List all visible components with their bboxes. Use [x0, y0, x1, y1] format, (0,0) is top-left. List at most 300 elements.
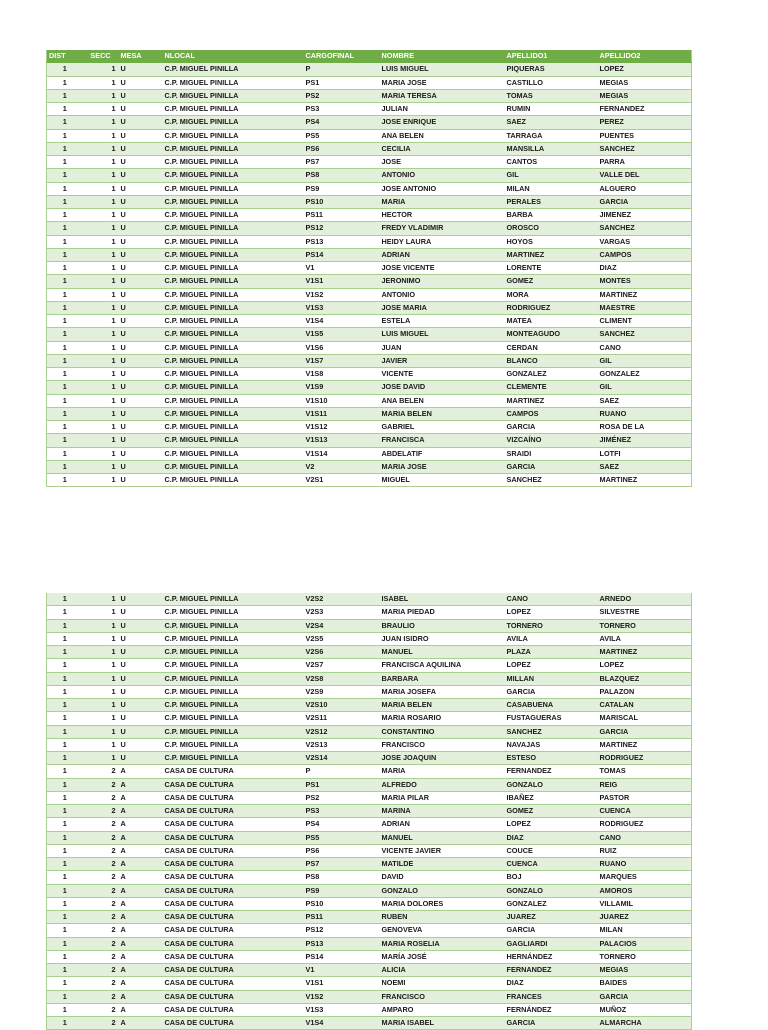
dist-cell: 1 [47, 685, 83, 698]
nombre-cell: ALFREDO [380, 778, 505, 791]
nlocal-cell: C.P. MIGUEL PINILLA [163, 447, 304, 460]
dist-cell: 1 [47, 964, 83, 977]
nlocal-cell: C.P. MIGUEL PINILLA [163, 76, 304, 89]
nlocal-cell: C.P. MIGUEL PINILLA [163, 672, 304, 685]
dist-cell: 1 [47, 288, 83, 301]
apellido1-cell: DIAZ [505, 831, 598, 844]
nombre-cell: JOSE [380, 156, 505, 169]
apellido1-cell: GOMEZ [505, 805, 598, 818]
mesa-cell: A [119, 765, 163, 778]
dist-cell: 1 [47, 738, 83, 751]
apellido2-cell: SAEZ [598, 394, 692, 407]
table-row [47, 1003, 692, 1016]
dist-cell: 1 [47, 858, 83, 871]
mesa-cell: A [119, 831, 163, 844]
mesa-cell: A [119, 858, 163, 871]
apellido1-cell: PLAZA [505, 646, 598, 659]
dist-cell: 1 [47, 63, 83, 76]
table-row [47, 248, 692, 261]
dist-cell: 1 [47, 937, 83, 950]
nlocal-cell: CASA DE CULTURA [163, 871, 304, 884]
dist-cell: 1 [47, 248, 83, 261]
apellido1-cell: SANCHEZ [505, 474, 598, 487]
table-row [47, 632, 692, 645]
secc-cell: 1 [83, 606, 119, 619]
cargo-cell: V1 [304, 964, 380, 977]
secc-cell: 1 [83, 275, 119, 288]
nlocal-cell: CASA DE CULTURA [163, 765, 304, 778]
cargo-cell: PS11 [304, 911, 380, 924]
apellido1-cell: TARRAGA [505, 129, 598, 142]
dist-cell: 1 [47, 911, 83, 924]
nlocal-cell: C.P. MIGUEL PINILLA [163, 474, 304, 487]
nombre-cell: JOSE DAVID [380, 381, 505, 394]
cargo-cell: PS2 [304, 791, 380, 804]
cargo-cell: PS12 [304, 222, 380, 235]
nlocal-cell: C.P. MIGUEL PINILLA [163, 103, 304, 116]
mesa-cell: A [119, 937, 163, 950]
cargo-cell: V2S7 [304, 659, 380, 672]
cargo-cell: V1S7 [304, 354, 380, 367]
cargo-cell: V1S12 [304, 421, 380, 434]
mesa-cell: A [119, 1017, 163, 1030]
mesa-cell: U [119, 659, 163, 672]
dist-cell: 1 [47, 275, 83, 288]
apellido2-cell: GIL [598, 354, 692, 367]
secc-cell: 1 [83, 209, 119, 222]
secc-cell: 1 [83, 712, 119, 725]
apellido2-cell: MARTINEZ [598, 738, 692, 751]
apellido1-cell: GAGLIARDI [505, 937, 598, 950]
apellido1-cell: COUCE [505, 844, 598, 857]
apellido1-cell: HERNÁNDEZ [505, 950, 598, 963]
nlocal-cell: C.P. MIGUEL PINILLA [163, 142, 304, 155]
dist-cell: 1 [47, 725, 83, 738]
apellido2-cell: CAMPOS [598, 248, 692, 261]
apellido2-cell: SANCHEZ [598, 222, 692, 235]
nlocal-cell: C.P. MIGUEL PINILLA [163, 341, 304, 354]
nombre-cell: MARIA JOSE [380, 460, 505, 473]
apellido2-cell: PASTOR [598, 791, 692, 804]
dist-cell: 1 [47, 1017, 83, 1030]
mesa-cell: U [119, 460, 163, 473]
apellido2-cell: MARTINEZ [598, 288, 692, 301]
table-row [47, 222, 692, 235]
table-row [47, 182, 692, 195]
apellido1-cell: MARTINEZ [505, 394, 598, 407]
apellido1-cell: GARCIA [505, 685, 598, 698]
apellido1-cell: JUAREZ [505, 911, 598, 924]
secc-cell: 1 [83, 460, 119, 473]
table-row [47, 156, 692, 169]
nlocal-cell: C.P. MIGUEL PINILLA [163, 182, 304, 195]
mesa-cell: U [119, 156, 163, 169]
cargo-cell: PS13 [304, 235, 380, 248]
secc-cell: 2 [83, 990, 119, 1003]
apellido2-cell: MARTINEZ [598, 646, 692, 659]
apellido1-cell: RUMIN [505, 103, 598, 116]
secc-cell: 2 [83, 1003, 119, 1016]
cargo-cell: V1S4 [304, 1017, 380, 1030]
nombre-cell: ADRIAN [380, 248, 505, 261]
apellido2-cell: TORNERO [598, 950, 692, 963]
results-table-2 [46, 593, 692, 1030]
nombre-cell: ANA BELEN [380, 129, 505, 142]
secc-cell: 1 [83, 632, 119, 645]
cargo-cell: V1S3 [304, 1003, 380, 1016]
mesa-cell: U [119, 752, 163, 765]
apellido1-cell: GONZALEZ [505, 368, 598, 381]
apellido1-cell: GONZALO [505, 778, 598, 791]
table-row [47, 275, 692, 288]
cargo-cell: V1S13 [304, 434, 380, 447]
dist-cell: 1 [47, 924, 83, 937]
cargo-cell: V2 [304, 460, 380, 473]
cargo-cell: V1S3 [304, 301, 380, 314]
dist-cell: 1 [47, 646, 83, 659]
dist-cell: 1 [47, 368, 83, 381]
apellido2-cell: SANCHEZ [598, 142, 692, 155]
table-row [47, 765, 692, 778]
table-body [47, 593, 692, 1030]
apellido2-cell: CATALAN [598, 699, 692, 712]
nlocal-cell: C.P. MIGUEL PINILLA [163, 301, 304, 314]
secc-cell: 2 [83, 844, 119, 857]
dist-cell: 1 [47, 434, 83, 447]
nlocal-cell: CASA DE CULTURA [163, 791, 304, 804]
apellido2-cell: REIG [598, 778, 692, 791]
nombre-cell: JOSE MARIA [380, 301, 505, 314]
nombre-cell: HECTOR [380, 209, 505, 222]
apellido1-cell: MARTINEZ [505, 248, 598, 261]
table-row [47, 341, 692, 354]
nombre-cell: DAVID [380, 871, 505, 884]
secc-cell: 2 [83, 897, 119, 910]
apellido2-cell: CUENCA [598, 805, 692, 818]
secc-cell: 2 [83, 911, 119, 924]
secc-cell: 1 [83, 169, 119, 182]
dist-cell: 1 [47, 990, 83, 1003]
nombre-cell: MATILDE [380, 858, 505, 871]
table-row [47, 844, 692, 857]
mesa-cell: U [119, 712, 163, 725]
secc-cell: 2 [83, 778, 119, 791]
apellido2-cell: ALGUERO [598, 182, 692, 195]
nlocal-cell: C.P. MIGUEL PINILLA [163, 116, 304, 129]
dist-cell: 1 [47, 818, 83, 831]
mesa-cell: U [119, 447, 163, 460]
apellido2-cell: JIMENEZ [598, 209, 692, 222]
mesa-cell: A [119, 791, 163, 804]
mesa-cell: U [119, 142, 163, 155]
apellido1-cell: TORNERO [505, 619, 598, 632]
apellido2-cell: AVILA [598, 632, 692, 645]
dist-cell: 1 [47, 474, 83, 487]
nombre-cell: JOSE JOAQUIN [380, 752, 505, 765]
dist-cell: 1 [47, 76, 83, 89]
dist-cell: 1 [47, 235, 83, 248]
cargo-cell: PS7 [304, 858, 380, 871]
apellido1-cell: AVILA [505, 632, 598, 645]
nombre-cell: NOEMI [380, 977, 505, 990]
apellido1-cell: FUSTAGUERAS [505, 712, 598, 725]
cargo-cell: V1S4 [304, 315, 380, 328]
apellido1-cell: CANTOS [505, 156, 598, 169]
table-row [47, 447, 692, 460]
apellido2-cell: MEGIAS [598, 89, 692, 102]
column-header: APELLIDO1 [505, 50, 598, 63]
cargo-cell: PS8 [304, 169, 380, 182]
dist-cell: 1 [47, 659, 83, 672]
nlocal-cell: C.P. MIGUEL PINILLA [163, 738, 304, 751]
mesa-cell: A [119, 990, 163, 1003]
secc-cell: 1 [83, 394, 119, 407]
secc-cell: 1 [83, 328, 119, 341]
apellido1-cell: LOPEZ [505, 818, 598, 831]
dist-cell: 1 [47, 394, 83, 407]
apellido1-cell: CASABUENA [505, 699, 598, 712]
dist-cell: 1 [47, 791, 83, 804]
secc-cell: 2 [83, 964, 119, 977]
dist-cell: 1 [47, 407, 83, 420]
dist-cell: 1 [47, 89, 83, 102]
dist-cell: 1 [47, 844, 83, 857]
secc-cell: 1 [83, 156, 119, 169]
apellido1-cell: BARBA [505, 209, 598, 222]
column-header: APELLIDO2 [598, 50, 692, 63]
nlocal-cell: C.P. MIGUEL PINILLA [163, 156, 304, 169]
mesa-cell: A [119, 911, 163, 924]
table-row [47, 116, 692, 129]
nombre-cell: JOSE ANTONIO [380, 182, 505, 195]
apellido1-cell: MILAN [505, 182, 598, 195]
apellido2-cell: MONTES [598, 275, 692, 288]
apellido2-cell: DIAZ [598, 262, 692, 275]
nombre-cell: ISABEL [380, 593, 505, 606]
apellido2-cell: JIMÉNEZ [598, 434, 692, 447]
dist-cell: 1 [47, 606, 83, 619]
cargo-cell: PS7 [304, 156, 380, 169]
mesa-cell: U [119, 394, 163, 407]
dist-cell: 1 [47, 341, 83, 354]
mesa-cell: U [119, 275, 163, 288]
cargo-cell: PS1 [304, 778, 380, 791]
mesa-cell: A [119, 950, 163, 963]
dist-cell: 1 [47, 831, 83, 844]
cargo-cell: PS6 [304, 142, 380, 155]
nombre-cell: ANA BELEN [380, 394, 505, 407]
nombre-cell: FRANCISCA [380, 434, 505, 447]
nlocal-cell: C.P. MIGUEL PINILLA [163, 381, 304, 394]
secc-cell: 1 [83, 659, 119, 672]
nlocal-cell: C.P. MIGUEL PINILLA [163, 685, 304, 698]
cargo-cell: V2S2 [304, 593, 380, 606]
apellido1-cell: SAEZ [505, 116, 598, 129]
mesa-cell: U [119, 672, 163, 685]
cargo-cell: V2S5 [304, 632, 380, 645]
table-row [47, 805, 692, 818]
nlocal-cell: C.P. MIGUEL PINILLA [163, 209, 304, 222]
apellido1-cell: CAMPOS [505, 407, 598, 420]
mesa-cell: A [119, 818, 163, 831]
table-row [47, 858, 692, 871]
cargo-cell: PS2 [304, 89, 380, 102]
table-row [47, 725, 692, 738]
apellido2-cell: MARQUES [598, 871, 692, 884]
nlocal-cell: CASA DE CULTURA [163, 911, 304, 924]
cargo-cell: PS14 [304, 248, 380, 261]
mesa-cell: A [119, 1003, 163, 1016]
apellido1-cell: MILLAN [505, 672, 598, 685]
nombre-cell: FRANCISCO [380, 738, 505, 751]
apellido2-cell: RODRIGUEZ [598, 818, 692, 831]
nlocal-cell: C.P. MIGUEL PINILLA [163, 354, 304, 367]
cargo-cell: V1S1 [304, 977, 380, 990]
cargo-cell: V2S1 [304, 474, 380, 487]
nlocal-cell: CASA DE CULTURA [163, 844, 304, 857]
secc-cell: 1 [83, 89, 119, 102]
apellido2-cell: MAESTRE [598, 301, 692, 314]
nlocal-cell: C.P. MIGUEL PINILLA [163, 195, 304, 208]
apellido2-cell: PUENTES [598, 129, 692, 142]
dist-cell: 1 [47, 169, 83, 182]
nlocal-cell: CASA DE CULTURA [163, 937, 304, 950]
table-row [47, 818, 692, 831]
apellido2-cell: VALLE DEL [598, 169, 692, 182]
apellido2-cell: LOPEZ [598, 63, 692, 76]
secc-cell: 1 [83, 593, 119, 606]
apellido2-cell: BAIDES [598, 977, 692, 990]
apellido1-cell: BLANCO [505, 354, 598, 367]
nombre-cell: ESTELA [380, 315, 505, 328]
apellido1-cell: IBAÑEZ [505, 791, 598, 804]
cargo-cell: V2S3 [304, 606, 380, 619]
secc-cell: 1 [83, 699, 119, 712]
cargo-cell: PS12 [304, 924, 380, 937]
cargo-cell: V1S2 [304, 990, 380, 1003]
table-row [47, 831, 692, 844]
table-row [47, 421, 692, 434]
apellido1-cell: GIL [505, 169, 598, 182]
cargo-cell: V2S4 [304, 619, 380, 632]
nombre-cell: BARBARA [380, 672, 505, 685]
cargo-cell: V1S11 [304, 407, 380, 420]
nlocal-cell: C.P. MIGUEL PINILLA [163, 593, 304, 606]
secc-cell: 1 [83, 474, 119, 487]
nlocal-cell: CASA DE CULTURA [163, 884, 304, 897]
apellido1-cell: PERALES [505, 195, 598, 208]
secc-cell: 2 [83, 884, 119, 897]
dist-cell: 1 [47, 262, 83, 275]
cargo-cell: V2S8 [304, 672, 380, 685]
mesa-cell: U [119, 606, 163, 619]
cargo-cell: V1S2 [304, 288, 380, 301]
nombre-cell: MARIA JOSEFA [380, 685, 505, 698]
apellido2-cell: SAEZ [598, 460, 692, 473]
cargo-cell: PS5 [304, 831, 380, 844]
cargo-cell: V2S13 [304, 738, 380, 751]
table-row [47, 235, 692, 248]
nlocal-cell: CASA DE CULTURA [163, 990, 304, 1003]
column-header: DIST [47, 50, 83, 63]
table-row [47, 937, 692, 950]
table-row [47, 63, 692, 76]
nlocal-cell: C.P. MIGUEL PINILLA [163, 407, 304, 420]
nlocal-cell: C.P. MIGUEL PINILLA [163, 752, 304, 765]
apellido2-cell: GONZALEZ [598, 368, 692, 381]
cargo-cell: PS10 [304, 897, 380, 910]
dist-cell: 1 [47, 950, 83, 963]
nlocal-cell: CASA DE CULTURA [163, 977, 304, 990]
secc-cell: 2 [83, 977, 119, 990]
mesa-cell: U [119, 646, 163, 659]
nlocal-cell: C.P. MIGUEL PINILLA [163, 421, 304, 434]
nombre-cell: MIGUEL [380, 474, 505, 487]
nombre-cell: BRAULIO [380, 619, 505, 632]
table-row [47, 129, 692, 142]
apellido1-cell: FRANCES [505, 990, 598, 1003]
dist-cell: 1 [47, 778, 83, 791]
nombre-cell: MARIA PIEDAD [380, 606, 505, 619]
mesa-cell: U [119, 116, 163, 129]
mesa-cell: U [119, 222, 163, 235]
mesa-cell: A [119, 977, 163, 990]
dist-cell: 1 [47, 897, 83, 910]
table-row [47, 911, 692, 924]
apellido1-cell: GOMEZ [505, 275, 598, 288]
mesa-cell: A [119, 805, 163, 818]
apellido2-cell: MEGIAS [598, 76, 692, 89]
apellido1-cell: CASTILLO [505, 76, 598, 89]
nombre-cell: JERONIMO [380, 275, 505, 288]
apellido2-cell: SANCHEZ [598, 328, 692, 341]
apellido2-cell: GARCIA [598, 990, 692, 1003]
nombre-cell: JULIAN [380, 103, 505, 116]
nombre-cell: ANTONIO [380, 288, 505, 301]
nombre-cell: JOSE VICENTE [380, 262, 505, 275]
apellido2-cell: LOPEZ [598, 659, 692, 672]
nombre-cell: LUIS MIGUEL [380, 328, 505, 341]
apellido1-cell: ESTESO [505, 752, 598, 765]
table-row [47, 209, 692, 222]
nombre-cell: MARIA TERESA [380, 89, 505, 102]
nlocal-cell: C.P. MIGUEL PINILLA [163, 460, 304, 473]
apellido1-cell: MORA [505, 288, 598, 301]
apellido2-cell: GARCIA [598, 195, 692, 208]
secc-cell: 2 [83, 950, 119, 963]
nombre-cell: ABDELATIF [380, 447, 505, 460]
apellido2-cell: RUANO [598, 858, 692, 871]
mesa-cell: U [119, 407, 163, 420]
apellido2-cell: VILLAMIL [598, 897, 692, 910]
nombre-cell: GABRIEL [380, 421, 505, 434]
table-row [47, 950, 692, 963]
mesa-cell: U [119, 288, 163, 301]
cargo-cell: V1S6 [304, 341, 380, 354]
mesa-cell: U [119, 301, 163, 314]
apellido2-cell: LOTFI [598, 447, 692, 460]
table-row [47, 262, 692, 275]
nlocal-cell: CASA DE CULTURA [163, 858, 304, 871]
secc-cell: 1 [83, 646, 119, 659]
nombre-cell: FRANCISCO [380, 990, 505, 1003]
apellido2-cell: GARCIA [598, 725, 692, 738]
mesa-cell: U [119, 381, 163, 394]
nlocal-cell: CASA DE CULTURA [163, 831, 304, 844]
secc-cell: 1 [83, 76, 119, 89]
nombre-cell: ANTONIO [380, 169, 505, 182]
secc-cell: 1 [83, 63, 119, 76]
